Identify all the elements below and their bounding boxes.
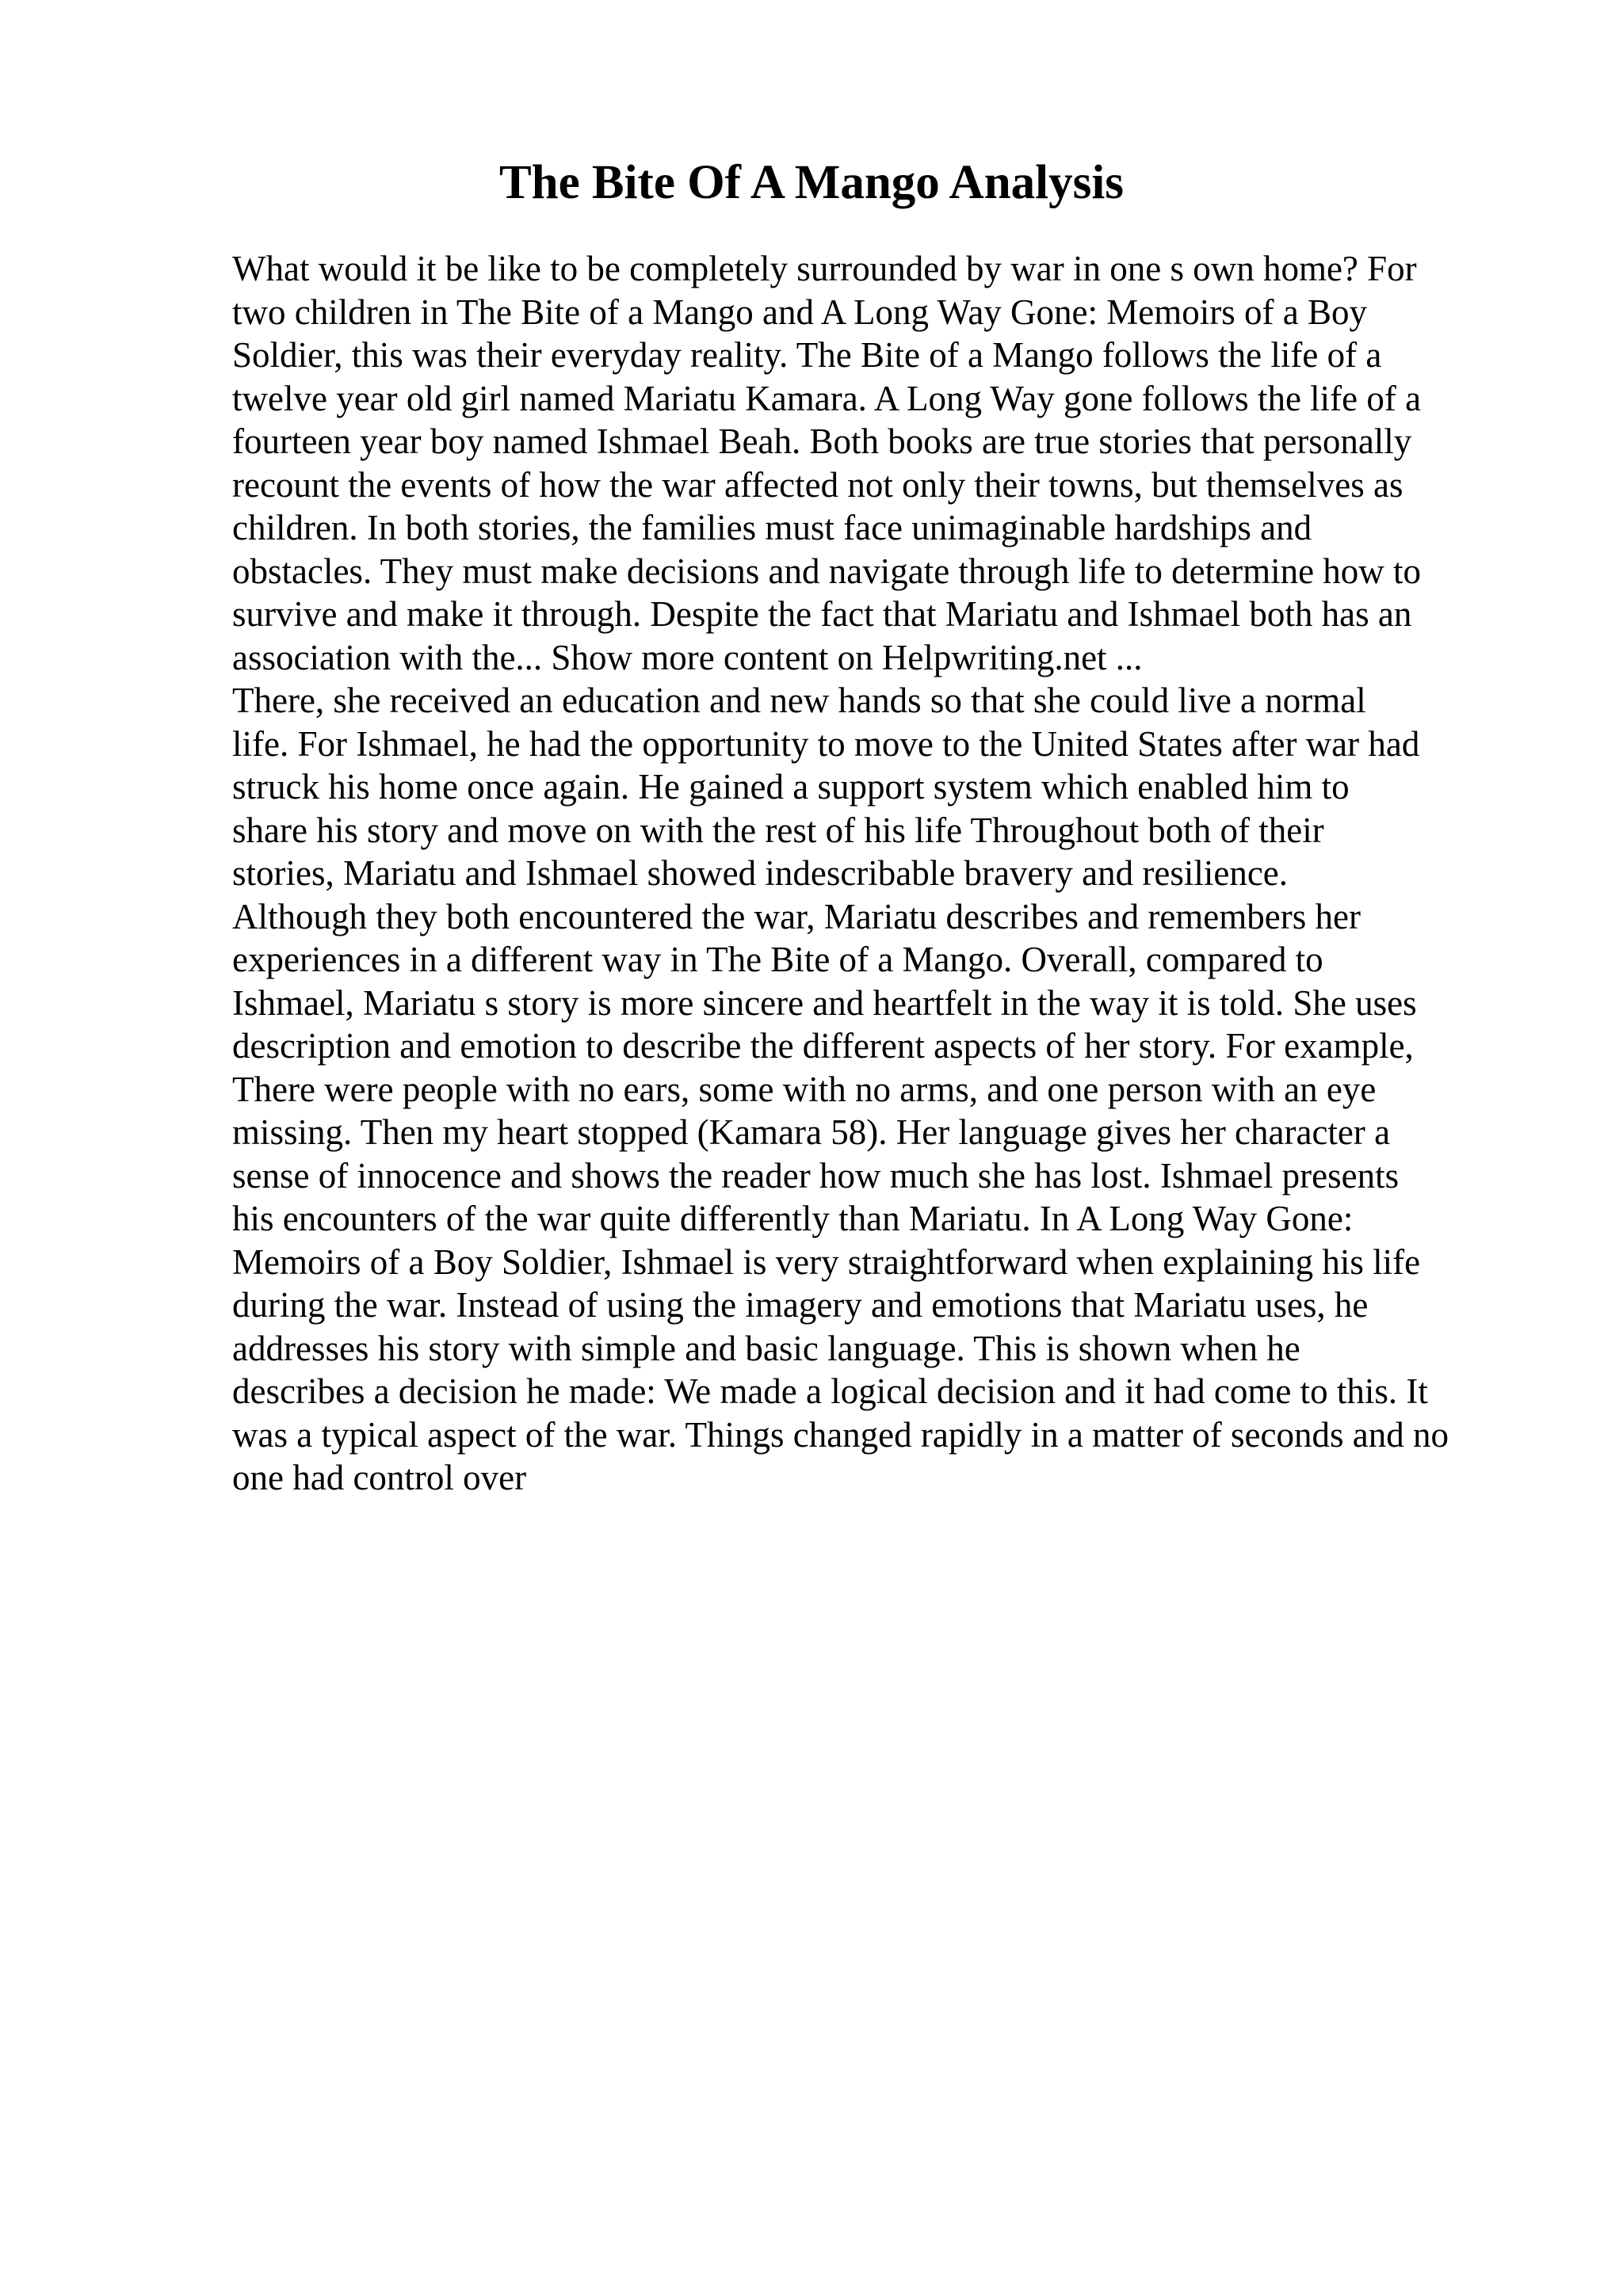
body-line: children. In both stories, the families must face unimaginable hardships and: [232, 508, 1312, 547]
body-line: twelve year old girl named Mariatu Kamara. A Long Way gone follows the life of a: [232, 378, 1422, 418]
body-line: obstacles. They must make decisions and navigate through life to determine how to: [232, 551, 1422, 591]
body-line: survive and make it through. Despite the fact that Mariatu and Ishmael both has an: [232, 594, 1412, 634]
body-line: fourteen year boy named Ishmael Beah. Both books are true stories that personally: [232, 421, 1412, 461]
body-line: struck his home once again. He gained a support system which enabled him to: [232, 767, 1350, 807]
body-line: There were people with no ears, some with no arms, and one person with an eye: [232, 1069, 1377, 1109]
body-line: one had control over: [232, 1458, 527, 1497]
body-line: There, she received an education and new hands so that she could live a normal: [232, 681, 1366, 720]
body-line: Soldier, this was their everyday reality. The Bite of a Mango follows the life of a: [232, 335, 1382, 375]
document-body: [232, 247, 1516, 1500]
body-line: two children in The Bite of a Mango and A Long Way Gone: Memoirs of a Boy: [232, 292, 1367, 332]
body-line: missing. Then my heart stopped (Kamara 58). Her language gives her character a: [232, 1112, 1391, 1152]
body-line: describes a decision he made: We made a logical decision and it had come to this. It: [232, 1371, 1428, 1411]
body-line: addresses his story with simple and basic language. This is shown when he: [232, 1328, 1300, 1368]
body-line: Memoirs of a Boy Soldier, Ishmael is very straightforward when explaining his life: [232, 1241, 1421, 1282]
body-line: What would it be like to be completely surrounded by war in one s own home? For: [232, 249, 1417, 288]
body-line: was a typical aspect of the war. Things changed rapidly in a matter of seconds and no: [232, 1414, 1449, 1455]
body-line: sense of innocence and shows the reader how much she has lost. Ishmael presents: [232, 1155, 1400, 1196]
body-line: his encounters of the war quite differently than Mariatu. In A Long Way Gone:: [232, 1199, 1354, 1238]
body-line: during the war. Instead of using the imagery and emotions that Mariatu uses, he: [232, 1285, 1369, 1325]
document-title: The Bite Of A Mango Analysis: [498, 156, 1125, 209]
body-line: Although they both encountered the war, Mariatu describes and remembers her: [232, 896, 1361, 936]
body-line: life. For Ishmael, he had the opportunity to move to the United States after war had: [232, 723, 1420, 764]
body-line: share his story and move on with the rest of his life Throughout both of their: [232, 810, 1324, 850]
body-line: recount the events of how the war affected not only their towns, but themselves as: [232, 464, 1403, 505]
body-line: stories, Mariatu and Ishmael showed indescribable bravery and resilience.: [232, 853, 1289, 893]
body-line: experiences in a different way in The Bite of a Mango. Overall, compared to: [232, 940, 1323, 979]
body-line: description and emotion to describe the different aspects of her story. For example,: [232, 1026, 1414, 1066]
body-line: Ishmael, Mariatu s story is more sincere and heartfelt in the way it is told. She uses: [232, 982, 1417, 1023]
show-more-line: association with the... Show more content on Helpwriting.net ...: [232, 637, 1143, 677]
